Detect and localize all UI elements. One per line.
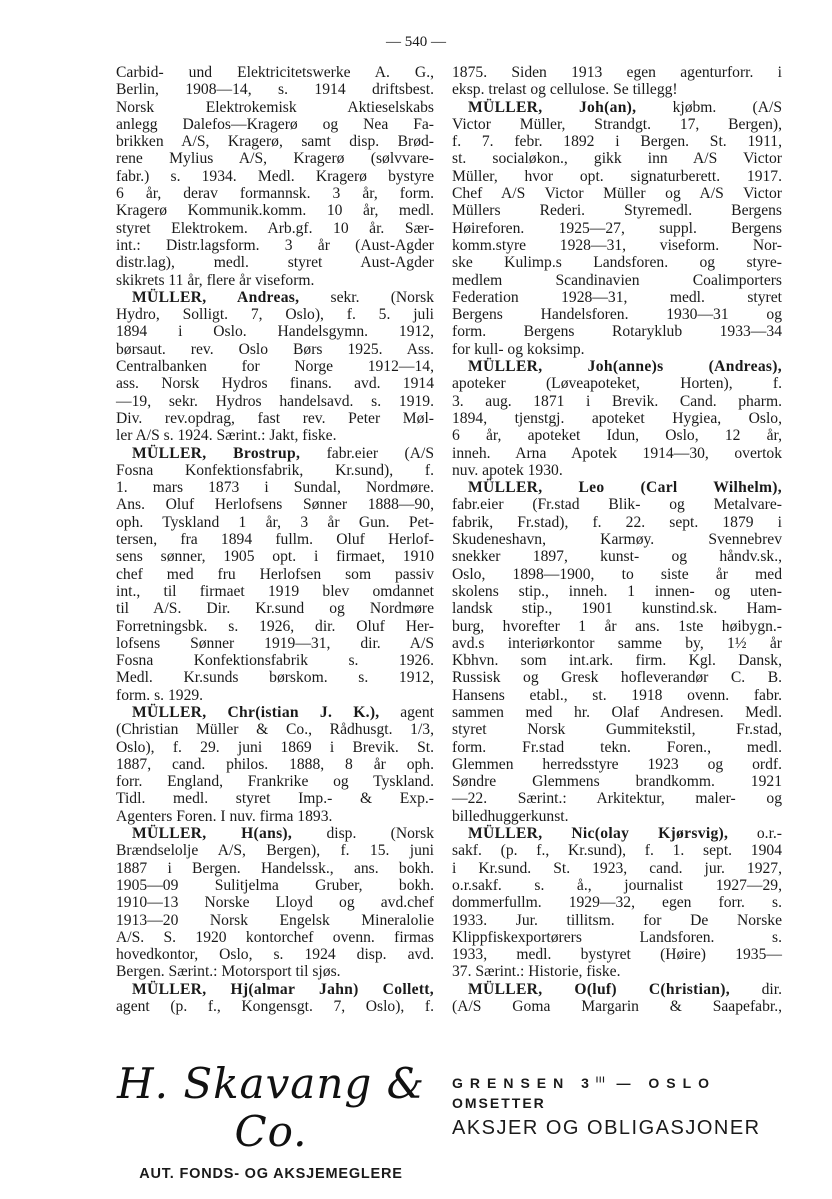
- entry-text-line: Bergen. Særint.: Motorsport til sjøs.: [116, 963, 341, 981]
- entry-text-line: rene Mylius A/S, Kragerø (sølvvare-: [116, 150, 434, 168]
- entry-name: MÜLLER, Chr(istian J. K.),: [132, 703, 380, 721]
- entry-text-line: 1887, cand. philos. 1888, 8 år oph.: [116, 755, 434, 773]
- entry-text-line: skikrets 11 år, flere år viseform.: [116, 271, 315, 289]
- entry-text-line: st. socialøkon., gikk inn A/S Victor: [452, 150, 782, 168]
- entry-text-line: (A/S Goma Margarin & Saapefabr.,: [452, 998, 782, 1016]
- entry-text-line: sammen med hr. Olaf Andresen. Medl.: [452, 703, 782, 721]
- entry-text-line: dommerfullm. 1929—32, egen forr. s.: [452, 894, 782, 912]
- entry-text-line: Ans. Oluf Herlofsens Sønner 1888—90,: [116, 496, 434, 514]
- skavang-logo: H. Skavang & Co.: [116, 1059, 426, 1156]
- entry-text-line: i Kr.sund. St. 1923, cand. jur. 1927,: [452, 859, 782, 877]
- entry-text-line: 1894, tjenstgj. apoteket Hygiea, Oslo,: [452, 409, 782, 427]
- entry-text-line: Centralbanken for Norge 1912—14,: [116, 358, 434, 376]
- entry-text-line: sakf. (p. f., Kr.sund), f. 1. sept. 1904: [452, 842, 782, 860]
- entry-text-line: 1913—20 Norsk Engelsk Mineralolie: [116, 911, 434, 929]
- entry-name: MÜLLER, O(luf) C(hristian),: [468, 980, 730, 998]
- entry-name: MÜLLER, Hj(almar Jahn) Collett,: [132, 980, 434, 998]
- entry-text-line: Müllers Rederi. Styremedl. Bergens: [452, 202, 782, 220]
- entry-text-line: 1. mars 1873 i Sundal, Nordmøre.: [116, 479, 434, 497]
- entry-text-line: Agenters Foren. I nuv. firma 1893.: [116, 807, 333, 825]
- entry-text-line: —19, sekr. Hydros handelsavd. s. 1919.: [116, 392, 434, 410]
- ad-address-line: [452, 1075, 782, 1091]
- entry-heading-line: [452, 358, 782, 375]
- entry-text-line: Høireforen. 1925—27, suppl. Bergens: [452, 219, 782, 237]
- entry-text-line: for kull- og koksimp.: [452, 340, 585, 358]
- entry-text-line: int.: Distr.lagsform. 3 år (Aust-Agder: [116, 236, 434, 254]
- entry-text-line: Fosna Konfektionsfabrik s. 1926.: [116, 652, 434, 670]
- entry-name: MÜLLER, Brostrup,: [132, 444, 301, 462]
- entry-heading-line: MÜLLER, Chr(istian J. K.), agent: [132, 703, 434, 721]
- entry-text-line: Russisk og Gresk hofleverandør C. B.: [452, 669, 782, 687]
- entry-name: MÜLLER, Andreas,: [132, 288, 300, 306]
- entry-text-line: billedhuggerkunst.: [452, 807, 569, 825]
- entry-text-line: o.r.sakf. s. å., journalist 1927—29,: [452, 876, 782, 894]
- entry-name: MÜLLER, Leo (Carl Wilhelm),: [468, 479, 782, 497]
- entry-text-line: agent (p. f., Kongensgt. 7, Oslo), f.: [116, 998, 434, 1016]
- entry-text-line: Skudeneshavn, Karmøy. Svennebrev: [452, 531, 782, 549]
- entry-text-line: ler A/S s. 1924. Særint.: Jakt, fiske.: [116, 427, 337, 445]
- entry-text-line: hovedkontor, Oslo, s. 1924 disp. avd.: [116, 946, 434, 964]
- entry-text-line: Fosna Konfektionsfabrik, Kr.sund), f.: [116, 461, 434, 479]
- entry-text-line: landsk stip., 1901 kunstind.sk. Ham-: [452, 600, 782, 618]
- entry-text-line: form. Fr.stad tekn. Foren., medl.: [452, 738, 782, 756]
- entry-text-line: komm.styre 1928—31, viseform. Nor-: [452, 236, 782, 254]
- entry-text-line: nuv. apotek 1930.: [452, 461, 563, 479]
- entry-text-line: inneh. Arna Apotek 1914—30, overtok: [452, 444, 782, 462]
- entry-heading-line: MÜLLER, Nic(olay Kjørsvig), o.r.-: [468, 825, 782, 843]
- entry-text-line: ass. Norsk Hydros finans. avd. 1914: [116, 375, 434, 393]
- entry-text-line: Oslo, 1898—1900, to siste år med: [452, 565, 782, 583]
- entry-name: MÜLLER, H(ans),: [132, 825, 293, 843]
- entry-text-line: Hansens etabl., st. 1918 ovenn. fabr.: [452, 686, 782, 704]
- entry-text-line: Müller, hvor opt. signaturberett. 1917.: [452, 167, 782, 185]
- entry-text-line: 1887 i Bergen. Handelssk., ans. bokh.: [116, 859, 434, 877]
- entry-text-line: f. 7. febr. 1892 i Bergen. St. 1911,: [452, 133, 782, 151]
- entry-text-line: lofsens Sønner 1919—31, dir. A/S: [116, 634, 434, 652]
- left-column: [116, 64, 434, 1015]
- advertisement-skavang: [106, 1060, 436, 1182]
- entry-heading-line: MÜLLER, Andreas, sekr. (Norsk: [132, 288, 434, 306]
- entry-text-line: styret Elektrokem. Arb.gf. 10 år. Sær-: [116, 219, 434, 237]
- entry-text-line: sens sønner, 1905 opt. i firmaet, 1910: [116, 548, 434, 566]
- entry-text-line: A/S. S. 1920 kontorchef ovenn. firmas: [116, 928, 434, 946]
- entry-text-line: snekker 1897, kunst- og håndv.sk.,: [452, 548, 782, 566]
- entry-heading-line: [116, 981, 434, 998]
- entry-text-line: 1933. Jur. tillitsm. for De Norske: [452, 911, 782, 929]
- entry-text-line: 1910—13 Norske Lloyd og avd.chef: [116, 894, 434, 912]
- entry-text-line: eksp. trelast og cellulose. Se tillegg!: [452, 81, 678, 99]
- entry-text-line: Brændselolje A/S, Bergen), f. 15. juni: [116, 842, 434, 860]
- entry-heading-line: [452, 479, 782, 496]
- entry-text-line: distr.lag), medl. styret Aust-Agder: [116, 254, 434, 272]
- entry-text-line: burg, hvorefter 1 år ans. 1ste høibygn.-: [452, 617, 782, 635]
- ad-street: GRENSEN 3: [452, 1075, 596, 1091]
- entry-text-line: fabr.) s. 1934. Medl. Kragerø bystyre: [116, 167, 434, 185]
- entry-heading-line: MÜLLER, H(ans), disp. (Norsk: [132, 825, 434, 843]
- entry-text-line: brikken A/S, Kragerø, samt disp. Brød-: [116, 133, 434, 151]
- entry-text-line: Kbhvn. som int.ark. firm. Kgl. Dansk,: [452, 652, 782, 670]
- entry-text-line: ske Kulimp.s Landsforen. og styre-: [452, 254, 782, 272]
- entry-heading-line: MÜLLER, Brostrup, fabr.eier (A/S: [132, 444, 435, 462]
- entry-text-line: Klippfiskexportørers Landsforen. s.: [452, 928, 782, 946]
- ad-omsetter: OMSETTER: [452, 1095, 546, 1111]
- entry-text-line: Div. rev.opdrag, fast rev. Peter Møl-: [116, 409, 434, 427]
- right-column: [452, 64, 782, 1015]
- skavang-tagline: AUT. FONDS- OG AKSJEMEGLERE: [139, 1166, 403, 1182]
- entry-text-line: Forretningsbk. s. 1926, dir. Oluf Her-: [116, 617, 434, 635]
- entry-text-line: Kragerø Kommunik.komm. 10 år, medl.: [116, 202, 434, 220]
- entry-text-line: (Christian Müller & Co., Rådhusgt. 1/3,: [116, 721, 434, 739]
- entry-text-line: børsaut. rev. Oslo Børs 1925. Ass.: [116, 340, 434, 358]
- entry-text-line: apoteker (Løveapoteket, Horten), f.: [452, 375, 782, 393]
- entry-text-line: Bergens Handelsforen. 1930—31 og: [452, 306, 782, 324]
- entry-text-line: Federation 1928—31, medl. styret: [452, 288, 782, 306]
- entry-text-line: 3. aug. 1871 i Brevik. Cand. pharm.: [452, 392, 782, 410]
- ad-street-floor: III: [595, 1075, 606, 1085]
- entry-name: MÜLLER, Joh(an),: [468, 98, 637, 116]
- entry-text-line: Berlin, 1908—14, s. 1914 driftsbest.: [116, 81, 434, 99]
- entry-text-line: medlem Scandinavien Coalimporters: [452, 271, 782, 289]
- entry-text-line: forr. England, Frankrike og Tyskland.: [116, 773, 434, 791]
- entry-name: MÜLLER, Nic(olay Kjørsvig),: [468, 825, 729, 843]
- entry-heading-line: MÜLLER, Joh(an), kjøbm. (A/S: [468, 98, 782, 116]
- entry-text-line: 1905—09 Sulitjelma Gruber, bokh.: [116, 876, 434, 894]
- entry-text-line: 37. Særint.: Historie, fiske.: [452, 963, 621, 981]
- entry-text-line: avd.s interiørkontor samme by, 1½ år: [452, 634, 782, 652]
- entry-text-line: Hydro, Solligt. 7, Oslo), f. 5. juli: [116, 306, 434, 324]
- entry-text-line: Søndre Glemmens brandkomm. 1921: [452, 773, 782, 791]
- entry-text-line: Victor Müller, Strandgt. 17, Bergen),: [452, 115, 782, 133]
- entry-text-line: fabr.eier (Fr.stad Blik- og Metalvare-: [452, 496, 782, 514]
- entry-text-line: form. s. 1929.: [116, 686, 204, 704]
- ad-aksjer-obligasjoner: AKSJER OG OBLIGASJONER: [452, 1117, 761, 1139]
- entry-text-line: oph. Tyskland 1 år, 3 år Gun. Pet-: [116, 513, 434, 531]
- entry-text-line: styret Norsk Gummitekstil, Fr.stad,: [452, 721, 782, 739]
- entry-text-line: skolens stip., inneh. 1 innen- og uten-: [452, 582, 782, 600]
- entry-text-line: —22. Særint.: Arkitektur, maler- og: [452, 790, 782, 808]
- entry-text-line: tersen, fra 1894 fullm. Oluf Herlof-: [116, 531, 434, 549]
- entry-name: MÜLLER, Joh(anne)s (Andreas),: [468, 358, 782, 376]
- ad-city: — OSLO: [616, 1075, 717, 1091]
- entry-text-line: 1875. Siden 1913 egen agenturforr. i: [452, 64, 782, 81]
- entry-text-line: chef med fru Herlofsen som passiv: [116, 565, 434, 583]
- entry-text-line: Chef A/S Victor Müller og A/S Victor: [452, 185, 782, 203]
- entry-text-line: anlegg Dalefos—Kragerø og Nea Fa-: [116, 115, 434, 133]
- entry-text-line: Medl. Kr.sunds børskom. s. 1912,: [116, 669, 434, 687]
- entry-text-line: 6 år, apoteket Idun, Oslo, 12 år,: [452, 427, 782, 445]
- entry-text-line: 6 år, derav formannsk. 3 år, form.: [116, 185, 434, 203]
- advertisement-address: [452, 1075, 782, 1140]
- entry-text-line: int., til firmaet 1919 blev omdannet: [116, 582, 434, 600]
- entry-text-line: Glemmen herredsstyre 1923 og ordf.: [452, 755, 782, 773]
- entry-text-line: 1933, medl. bystyret (Høire) 1935—: [452, 946, 782, 964]
- entry-text-line: 1894 i Oslo. Handelsgymn. 1912,: [116, 323, 434, 341]
- entry-text-line: Norsk Elektrokemisk Aktieselskabs: [116, 98, 434, 116]
- page-number: — 540 —: [386, 34, 446, 50]
- entry-heading-line: MÜLLER, O(luf) C(hristian), dir.: [468, 980, 782, 998]
- entry-text-line: til A/S. Dir. Kr.sund og Nordmøre: [116, 600, 434, 618]
- entry-text-line: Carbid- und Elektricitetswerke A. G.,: [116, 64, 434, 81]
- entry-text-line: Tidl. medl. styret Imp.- & Exp.-: [116, 790, 434, 808]
- entry-text-line: Oslo), f. 29. juni 1869 i Brevik. St.: [116, 738, 434, 756]
- entry-text-line: fabrik, Fr.stad), f. 22. sept. 1879 i: [452, 513, 782, 531]
- entry-text-line: form. Bergens Rotaryklub 1933—34: [452, 323, 782, 341]
